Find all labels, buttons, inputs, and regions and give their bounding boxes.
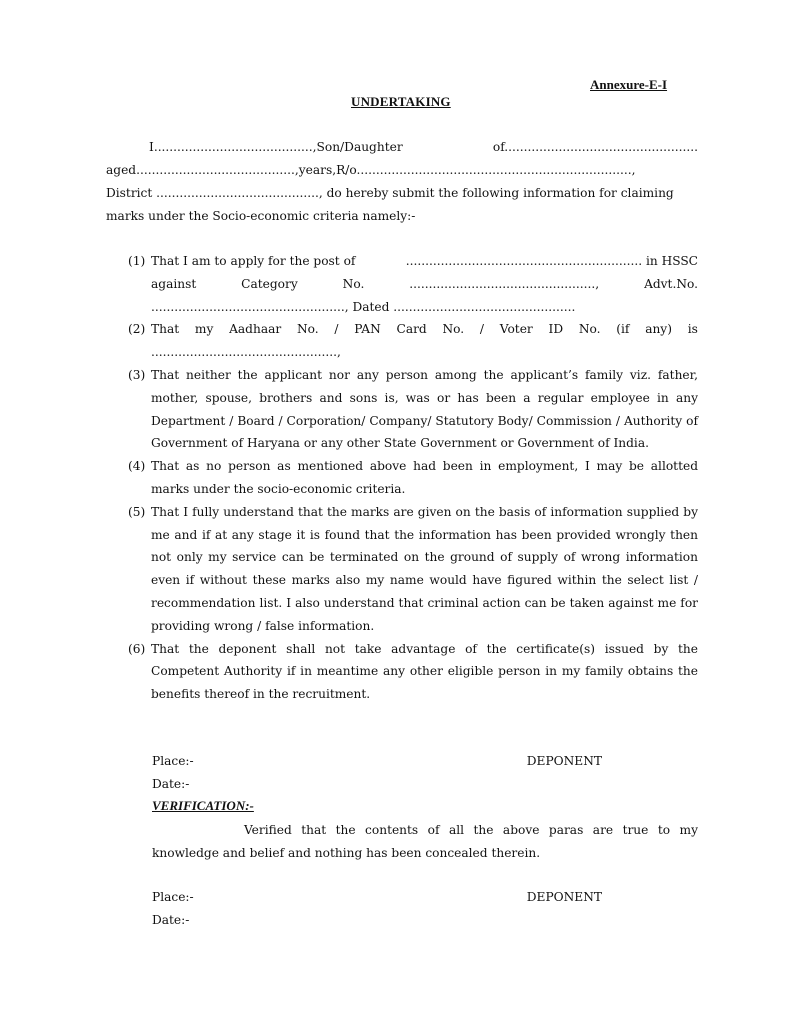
name-blank: I.........................................,Son/Daughter (149, 140, 403, 154)
item-word: / (479, 322, 485, 337)
place-label: Place:- (152, 754, 194, 768)
item-number: (1) (128, 254, 146, 268)
item-text (151, 250, 698, 318)
item-word: / (334, 322, 339, 337)
item-text: That neither the applicant nor any person among the applicant’s family viz. father, mother, spouse, brothers and sons is, was or has been a regular employee in any Department / Board / Corporation/ Company/ Statutory Body/ Commission / Authority of Government of Haryana or any other State Government or Government of India. (151, 367, 698, 451)
item-line (151, 250, 698, 273)
list-item (128, 318, 698, 364)
item-text (151, 318, 698, 364)
advt-date-line: .................................................., Dated ............................................... (151, 299, 576, 314)
item-word: No. (578, 322, 601, 337)
item-word: against (151, 276, 197, 291)
place-label: Place:- (152, 890, 194, 904)
item-word: (if (616, 322, 630, 337)
item-number: (5) (128, 504, 146, 519)
verification-line-1: Verified that the contents of all the above paras are true to my (244, 823, 698, 837)
intro-line-1 (106, 136, 698, 159)
item-word: That I am to apply for the post of (151, 254, 356, 268)
item-word: Category (241, 276, 298, 291)
signature-block-1 (152, 750, 602, 796)
list-item (128, 455, 698, 501)
item-text: That as no person as mentioned above had been in employment, I may be allotted marks under the socio-economic criteria. (151, 459, 698, 496)
item-word: No. (342, 276, 365, 291)
list-item (128, 638, 698, 706)
intro-line-2: aged.........................................,years,R/o......................................................................., (106, 163, 636, 177)
annexure-label: Annexure-E-I (590, 77, 668, 92)
post-blank: ............................................................. in HSSC (405, 254, 698, 268)
parent-blank: of.................................................. (492, 140, 698, 154)
item-text: That the deponent shall not take advantage of the certificate(s) issued by the Competent Authority if in meantime any other eligible person in my family obtains the benefits thereof in the recruitment. (151, 641, 698, 702)
item-word: any) (645, 322, 672, 337)
item-word: is (687, 322, 698, 337)
document-title: UNDERTAKING (351, 94, 451, 109)
item-word: Advt.No. (644, 276, 698, 291)
undertaking-items (128, 250, 698, 706)
intro-paragraph (106, 136, 698, 228)
item-word: No. (296, 322, 319, 337)
item-word: Voter (499, 322, 533, 337)
list-item (128, 250, 698, 318)
item-number: (3) (128, 367, 146, 382)
item-number: (2) (128, 322, 146, 337)
item-text: That I fully understand that the marks are given on the basis of information supplied by me and if at any stage it is found that the information has been provided wrongly then not only my service can be terminated on the ground of supply of wrong information even if without these marks also my name would have figured within the select list / recommendation list. I also understand that criminal action can be taken against me for providing wrong / false information. (151, 504, 698, 633)
date-label: Date:- (152, 777, 190, 791)
verification-line-2: knowledge and belief and nothing has been concealed therein. (152, 846, 541, 860)
date-label: Date:- (152, 913, 190, 927)
item-number: (4) (128, 459, 146, 474)
item-word: ID (548, 322, 564, 337)
signature-block-2 (152, 886, 602, 932)
intro-line-4: marks under the Socio-economic criteria namely:- (106, 209, 416, 223)
item-word: my (194, 322, 214, 337)
deponent-label: DEPONENT (526, 754, 602, 768)
item-word: No. (442, 322, 465, 337)
item-word: PAN (354, 322, 381, 337)
item-line (151, 273, 698, 296)
id-number-blank: ................................................, (151, 345, 341, 360)
deponent-label: DEPONENT (526, 890, 602, 904)
item-number: (6) (128, 641, 146, 656)
list-item (128, 364, 698, 455)
item-word: That (151, 322, 180, 337)
verification-text (152, 819, 698, 865)
list-item (128, 501, 698, 638)
category-blank: ................................................, (409, 276, 600, 291)
intro-line-3: District .........................................., do hereby submit the following information for claiming (106, 186, 674, 200)
item-line (151, 318, 698, 341)
item-word: Card (396, 322, 427, 337)
verification-heading: VERIFICATION:- (152, 798, 254, 813)
item-word: Aadhaar (229, 322, 282, 337)
